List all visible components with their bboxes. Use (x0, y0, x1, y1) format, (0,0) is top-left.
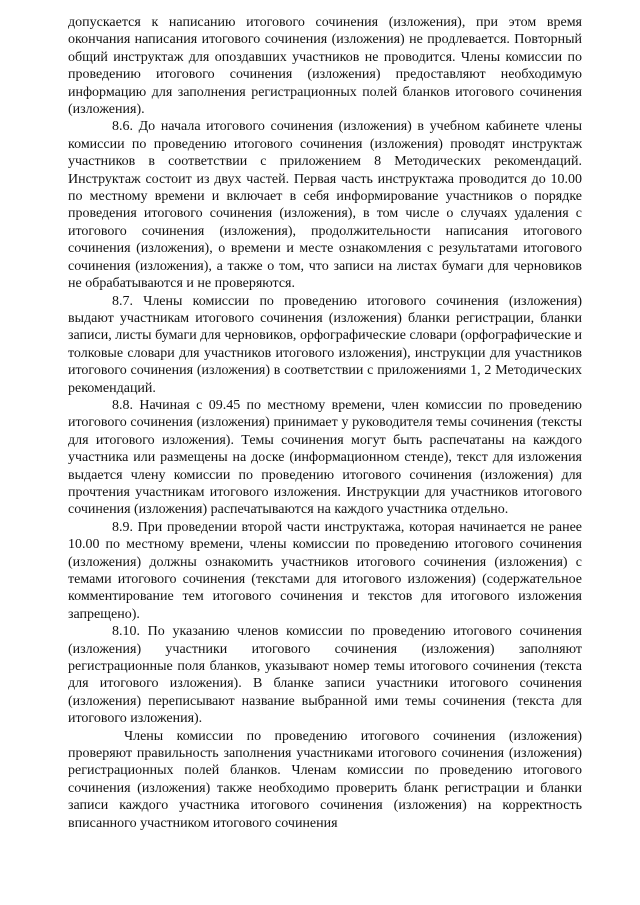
paragraph-check-registration: Члены комиссии по проведению итогового сочинения (изложения) проверяют правильность заполнения участниками итогового сочинения (изложения) регистрационных полей бланков. Членам комиссии по проведению итогового сочинения (изложения) также необходимо проверить бланк регистрации и бланки записи каждого участника итогового сочинения (изложения) на корректность вписанного участником итогового сочинения (68, 728, 582, 831)
paragraph-8-7: 8.7. Члены комиссии по проведению итогового сочинения (изложения) выдают участникам итогового сочинения (изложения) бланки регистрации, бланки записи, листы бумаги для черновиков, орфографические словари (орфографические и толковые словари для участников итогового изложения), инструкции для участников итогового сочинения (изложения) в соответствии с приложениями 1, 2 Методических рекомендаций. (68, 293, 582, 396)
paragraph-8-8: 8.8. Начиная с 09.45 по местному времени, член комиссии по проведению итогового сочинения (изложения) принимает у руководителя темы сочинения (тексты для итогового изложения). Темы сочинения могут быть распечатаны на каждого участника или размещены на доске (информационном стенде), текст для изложения выдается члену комиссии по проведению итогового сочинения (изложения) для прочтения участникам итогового изложения. Инструкции для участников итогового сочинения (изложения) распечатываются на каждого участника отдельно. (68, 397, 582, 518)
paragraph-8-10: 8.10. По указанию членов комиссии по проведению итогового сочинения (изложения) участники итогового сочинения (изложения) заполняют регистрационные поля бланков, указывают номер темы итогового сочинения (текста для итогового изложения). В бланке записи участники итогового сочинения (изложения) переписывают название выбранной ими темы сочинения (текста для итогового изложения). (68, 624, 582, 727)
paragraph-continuation: допускается к написанию итогового сочинения (изложения), при этом время окончания написания итогового сочинения (изложения) не продлевается. Повторный общий инструктаж для опоздавших участников не проводится. Члены комиссии по проведению итогового сочинения (изложения) предоставляют необходимую информацию для заполнения регистрационных полей бланков итогового сочинения (изложения). (68, 15, 582, 118)
paragraph-8-6: 8.6. До начала итогового сочинения (изложения) в учебном кабинете члены комиссии по проведению итогового сочинения (изложения) проводят инструктаж участников в соответствии с приложением 8 Методических рекомендаций. Инструктаж состоит из двух частей. Первая часть инструктажа проводится до 10.00 по местному времени и включает в себя информирование участников о порядке проведения итогового сочинения (изложения), в том числе о случаях удаления с итогового сочинения (изложения), продолжительности написания итогового сочинения (изложения), о времени и месте ознакомления с результатами итогового сочинения (изложения), а также о том, что записи на листах бумаги для черновиков не обрабатываются и не проверяются. (68, 119, 582, 292)
paragraph-8-9: 8.9. При проведении второй части инструктажа, которая начинается не ранее 10.00 по местному времени, члены комиссии по проведению итогового сочинения (изложения) должны ознакомить участников итогового сочинения (изложения) с темами итогового сочинения (текстами для итогового изложения) (содержательное комментирование тем итогового сочинения и текстов для итогового изложения запрещено). (68, 519, 582, 622)
